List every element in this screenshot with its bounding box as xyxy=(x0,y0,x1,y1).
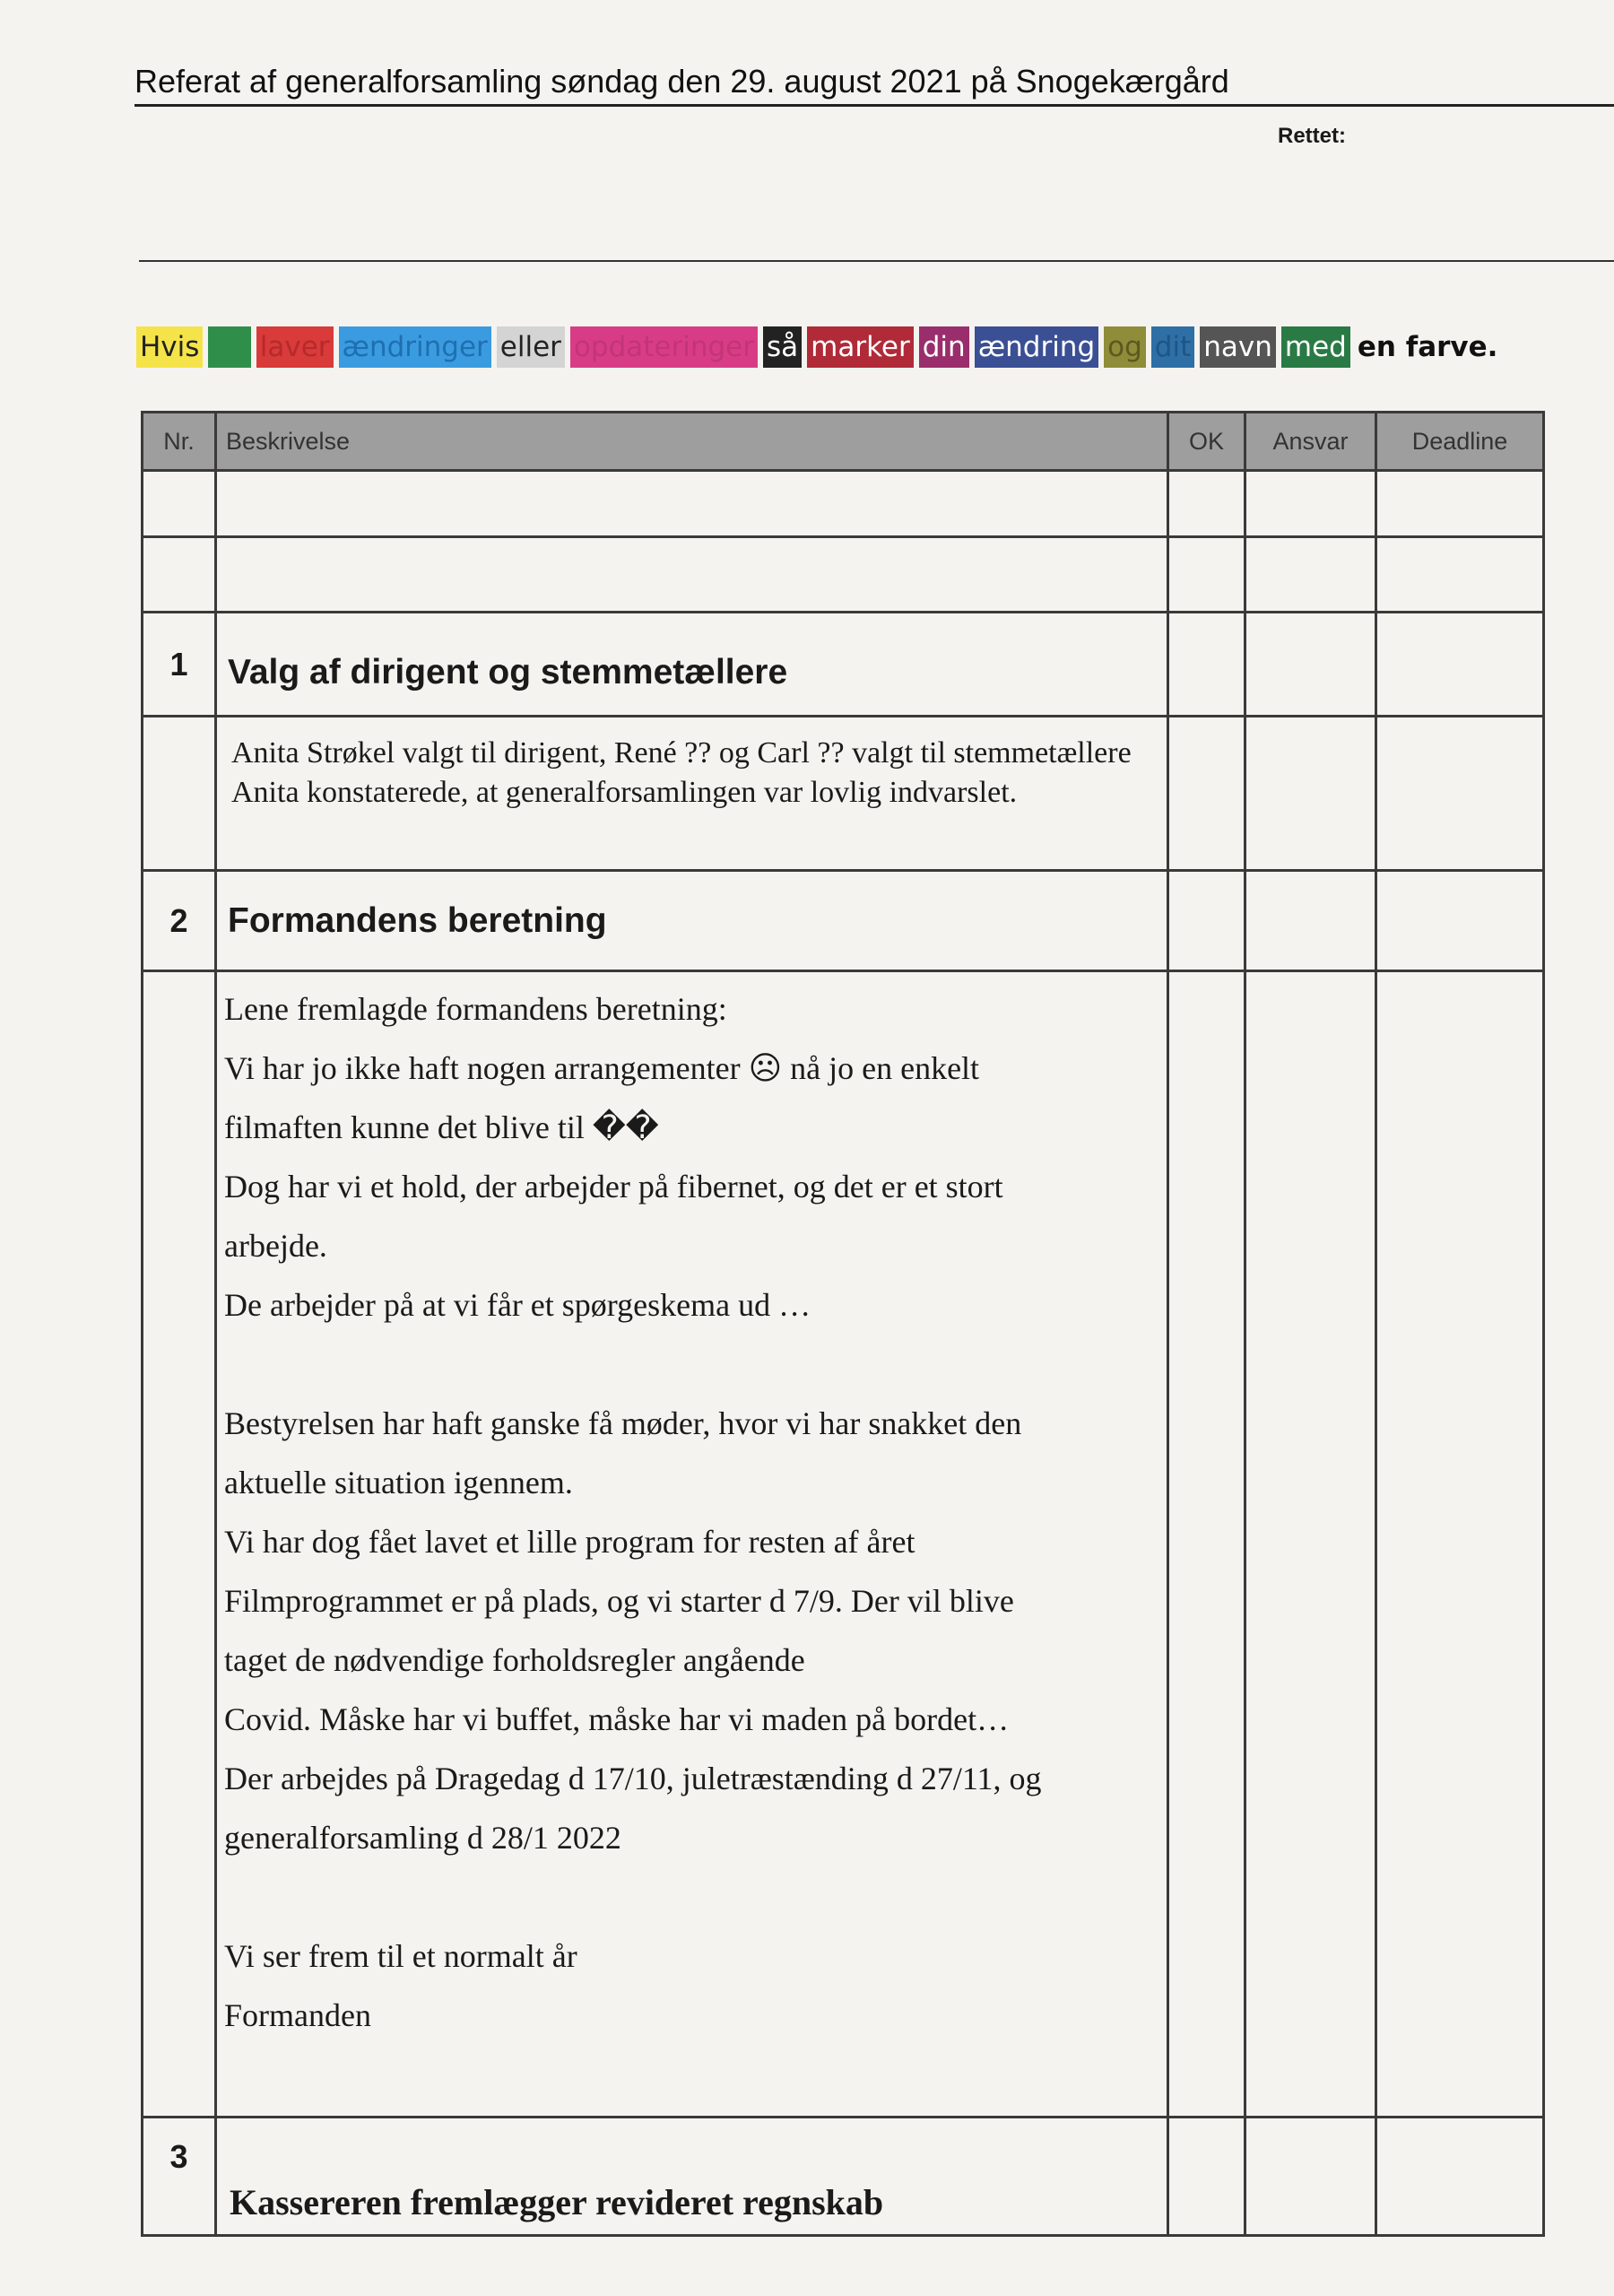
empty-row xyxy=(143,471,1544,537)
report-line: aktuelle situation igennem. xyxy=(224,1465,573,1500)
divider xyxy=(139,260,1614,262)
rettet-label: Rettet: xyxy=(1278,124,1346,148)
report-line: arbejde. xyxy=(224,1228,327,1264)
report-line: Covid. Måske har vi buffet, måske har vi maden på bordet… xyxy=(224,1701,1010,1737)
header-nr: Nr. xyxy=(143,413,216,471)
header-beskrivelse: Beskrivelse xyxy=(216,413,1168,471)
legend-word: Hvis xyxy=(136,326,203,368)
page-header-title: Referat af generalforsamling søndag den 29. august 2021 på Snogekærgård xyxy=(134,63,1229,100)
item-number: 1 xyxy=(143,613,216,717)
report-line: Dog har vi et hold, der arbejder på fibernet, og det er et stort xyxy=(224,1169,1003,1205)
report-line xyxy=(224,1335,1159,1394)
agenda-table xyxy=(141,411,1545,2237)
report-line: Filmprogrammet er på plads, og vi starter d 7/9. Der vil blive xyxy=(224,1583,1014,1619)
section-row-3 xyxy=(143,2118,1544,2236)
report-line: Lene fremlagde formandens beretning: xyxy=(224,991,727,1027)
header-ok: OK xyxy=(1168,413,1245,471)
report-line: Vi ser frem til et normalt år xyxy=(224,1938,577,1974)
legend-word: du xyxy=(208,326,250,368)
legend-word: eller xyxy=(497,326,565,368)
section-row-1 xyxy=(143,613,1544,717)
report-line: filmaften kunne det blive til �� xyxy=(224,1109,659,1145)
empty-row xyxy=(143,537,1544,613)
item-text-line: Anita Strøkel valgt til dirigent, René ?? og Carl ?? valgt til stemmetællere xyxy=(231,736,1132,770)
report-line: Der arbejdes på Dragedag d 17/10, juletræstænding d 27/11, og xyxy=(224,1761,1042,1796)
report-line: Formanden xyxy=(224,1997,371,2033)
legend-word: med xyxy=(1281,326,1350,368)
item-text-line: Anita konstaterede, at generalforsamlingen var lovlig indvarslet. xyxy=(231,776,1018,809)
legend-suffix: en farve. xyxy=(1357,331,1498,363)
section-title: Kassereren fremlægger revideret regnskab xyxy=(216,2118,1168,2236)
legend-word: ændringer xyxy=(339,326,491,368)
section-title: Valg af dirigent og stemmetællere xyxy=(216,613,1168,717)
legend-word: ændring xyxy=(975,326,1098,368)
legend-word: navn xyxy=(1200,326,1276,368)
section-body-2 xyxy=(143,971,1544,2118)
header-rule xyxy=(134,104,1614,107)
legend-word: opdateringer xyxy=(570,326,758,368)
item-number: 3 xyxy=(143,2118,216,2236)
item-number: 2 xyxy=(143,871,216,971)
legend-word: dit xyxy=(1151,326,1194,368)
table-header-row xyxy=(143,413,1544,471)
report-line: generalforsamling d 28/1 2022 xyxy=(224,1820,621,1856)
legend-word: din xyxy=(919,326,969,368)
header-ansvar: Ansvar xyxy=(1245,413,1376,471)
color-legend xyxy=(136,325,1499,370)
report-line: Vi har dog fået lavet et lille program for resten af året xyxy=(224,1524,915,1560)
report-line: Bestyrelsen har haft ganske få møder, hvor vi har snakket den xyxy=(224,1405,1022,1441)
section-body-1 xyxy=(143,717,1544,871)
report-line: De arbejder på at vi får et spørgeskema ud … xyxy=(224,1287,811,1323)
section-title: Formandens beretning xyxy=(216,871,1168,971)
section-row-2 xyxy=(143,871,1544,971)
header-deadline: Deadline xyxy=(1376,413,1544,471)
report-line: taget de nødvendige forholdsregler angående xyxy=(224,1642,805,1678)
legend-word: marker xyxy=(807,326,914,368)
legend-word: og xyxy=(1104,326,1146,368)
legend-word: så xyxy=(763,326,802,368)
formandens-beretning-text xyxy=(216,971,1168,2118)
report-line: Vi har jo ikke haft nogen arrangementer ☹ nå jo en enkelt xyxy=(224,1050,980,1086)
report-line xyxy=(224,1867,1159,1926)
legend-word: laver xyxy=(256,326,334,368)
